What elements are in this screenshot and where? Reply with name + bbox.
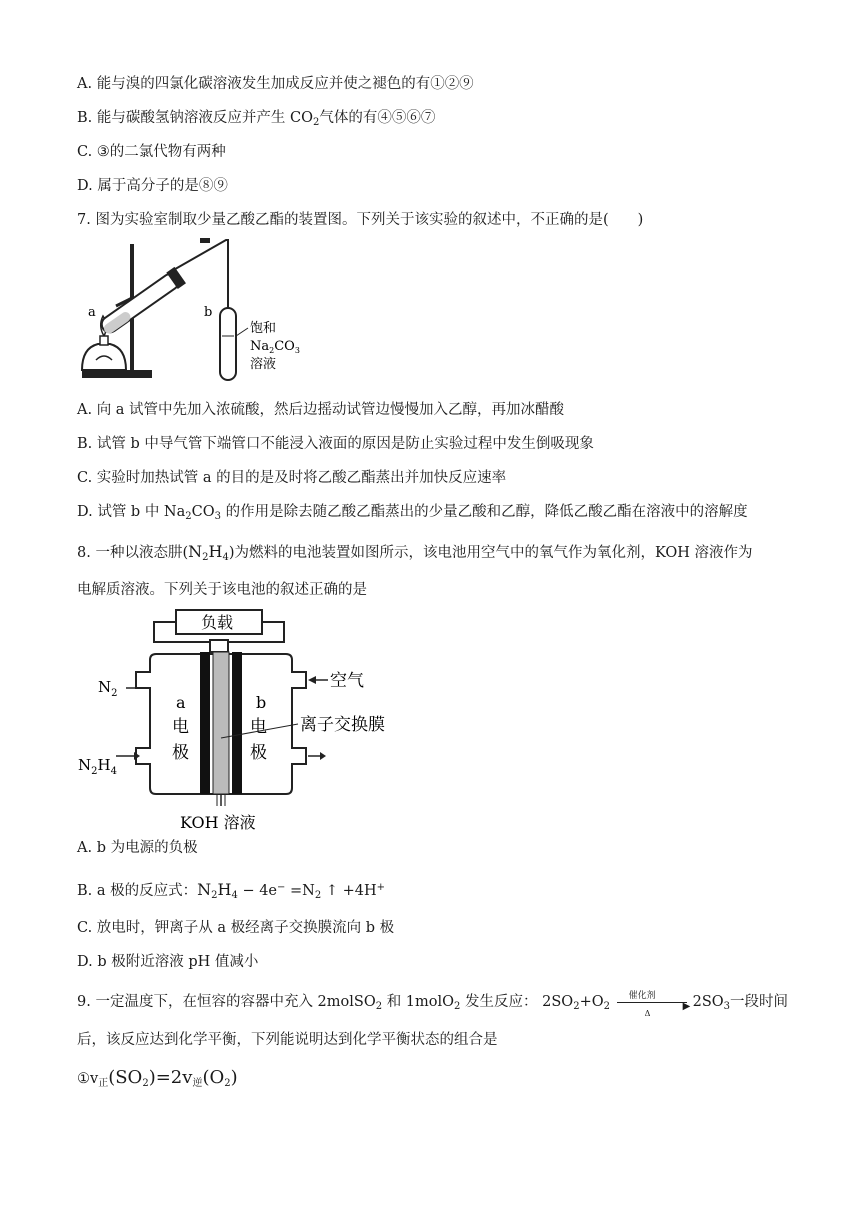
q8-option-c: C. 放电时，钾离子从 a 极经离子交换膜流向 b 极 xyxy=(77,920,395,936)
q7-option-c: C. 实验时加热试管 a 的目的是及时将乙酸乙酯蒸出并加快反应速率 xyxy=(77,470,507,486)
koh-label: KOH 溶液 xyxy=(180,813,256,832)
q8-stem-line2: 电解质溶液。下列关于该电池的叙述正确的是 xyxy=(77,582,367,598)
electrode-a-dian: 电 xyxy=(172,717,189,737)
q6-option-a: A. 能与溴的四氯化碳溶液发生加成反应并使之褪色的有①②⑨ xyxy=(77,76,474,92)
tube-b-label: b xyxy=(204,305,213,320)
solution-label-line3: 溶液 xyxy=(250,357,277,372)
electrode-b-letter: b xyxy=(256,693,267,712)
q8-stem-line1: 8. 一种以液态肼$(N_2H_4)$为燃料的电池装置如图所示，该电池用空气中的氧气作为氧化剂，KOH 溶液作为 xyxy=(77,542,753,563)
q6-option-c: C. ③的二氯代物有两种 xyxy=(77,144,226,160)
q9-stem-line2: 后，该反应达到化学平衡，下列能说明达到化学平衡状态的组合是 xyxy=(77,1032,498,1048)
load-label: 负载 xyxy=(201,613,234,632)
q8-option-b: B. a 极的反应式：$N_2H_4 - 4e^- =N_2$ ↑ +4H+ xyxy=(77,880,386,901)
fuel-cell-figure xyxy=(76,606,406,838)
electrode-b-dian: 电 xyxy=(250,717,267,737)
q7-stem: 7. 图为实验室制取少量乙酸乙酯的装置图。下列关于该实验的叙述中，不正确的是( ) xyxy=(77,212,644,228)
q8-option-a: A. b 为电源的负极 xyxy=(77,840,198,856)
electrode-b-ji: 极 xyxy=(250,743,267,763)
ester-apparatus-figure xyxy=(76,236,316,386)
q6-option-d: D. 属于高分子的是⑧⑨ xyxy=(77,178,228,194)
air-label: 空气 xyxy=(330,671,364,691)
solution-label-line1: 饱和 xyxy=(250,321,277,336)
q8-option-d: D. b 极附近溶液 pH 值减小 xyxy=(77,954,259,970)
q6-option-b: B. 能与碳酸氢钠溶液反应并产生 $CO_2$气体的有④⑤⑥⑦ xyxy=(77,110,436,128)
electrode-a-ji: 极 xyxy=(172,743,189,763)
q7-option-a: A. 向 a 试管中先加入浓硫酸，然后边摇动试管边慢慢加入乙醇，再加冰醋酸 xyxy=(77,402,565,418)
electrode-a-letter: a xyxy=(176,693,186,712)
q7-option-d: D. 试管 b 中 $Na_2CO_3$ 的作用是除去随乙酸乙酯蒸出的少量乙酸和乙醇，降低乙酸乙酯在溶液中的溶解度 xyxy=(77,504,748,522)
membrane-label: 离子交换膜 xyxy=(300,715,385,735)
reaction-arrow: 催化剂 ▶ Δ xyxy=(615,992,693,1012)
n2h4-label: $N_2H_4$ xyxy=(78,756,117,777)
q7-option-b: B. 试管 b 中导气管下端管口不能浸入液面的原因是防止实验过程中发生倒吸现象 xyxy=(77,436,594,452)
solution-label-line2: $Na_2CO_3$ xyxy=(250,339,300,355)
n2-label: $N_2$ xyxy=(98,678,118,699)
q9-stem-line1: 9. 一定温度下，在恒容的容器中充入 2molSO$_2$ 和 1molO$_2$ 发生反应： $2SO_2+O_2$ 催化剂 ▶ Δ $2SO_3$一段时间 xyxy=(77,991,789,1018)
tube-a-label: a xyxy=(88,305,96,320)
q9-condition-1: $①v_正(SO_2)=2v_逆(O_2)$ xyxy=(77,1067,238,1089)
